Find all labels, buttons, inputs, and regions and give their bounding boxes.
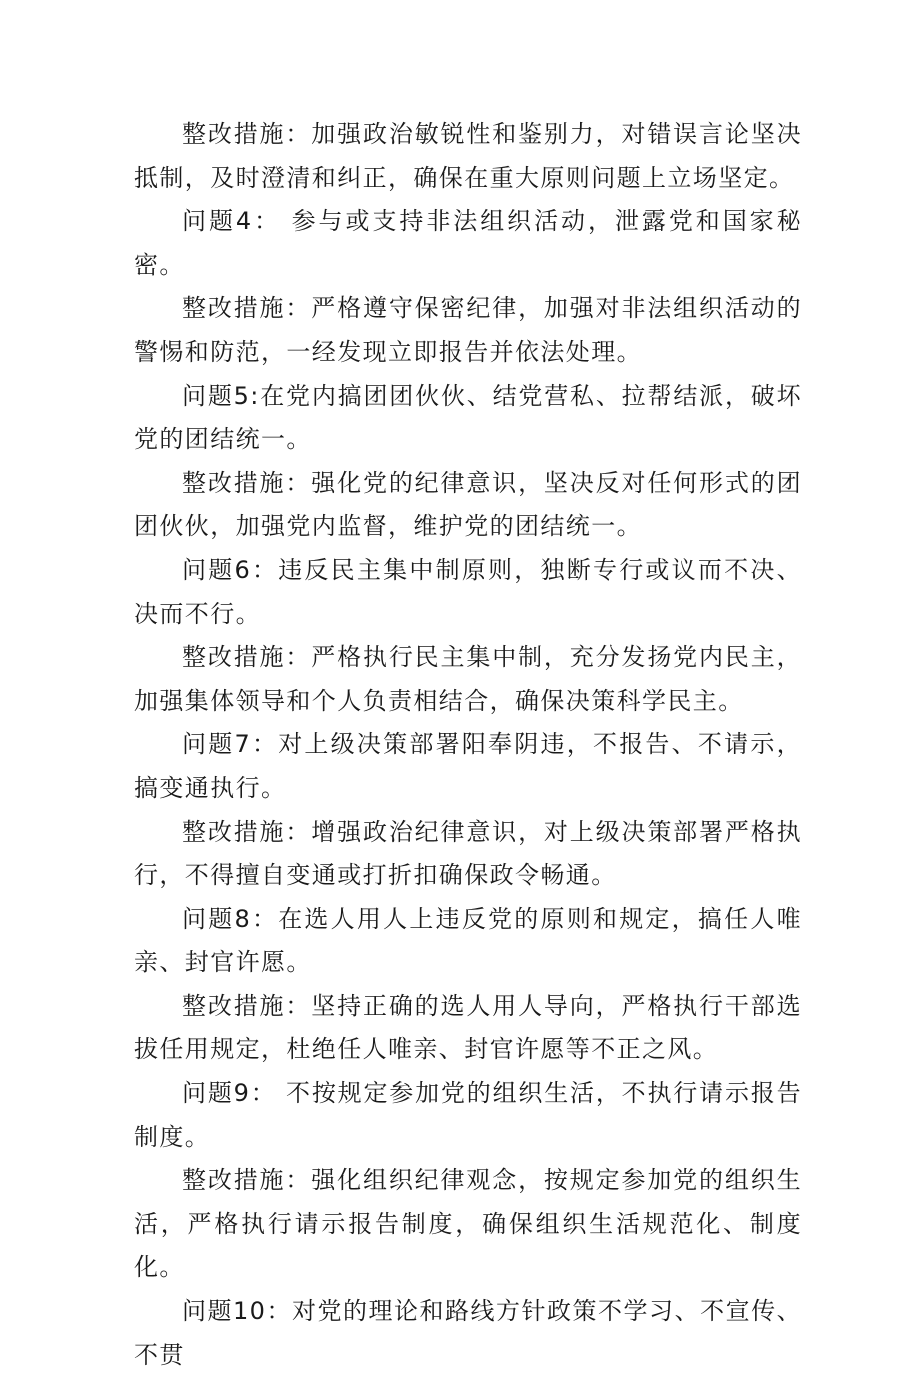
paragraph-measure-8: 整改措施：坚持正确的选人用人导向，严格执行干部选拔任用规定，杜绝任人唯亲、封官许愿等不正之风。: [134, 991, 802, 1064]
paragraph-issue-4: 问题4： 参与或支持非法组织活动，泄露党和国家秘密。: [134, 207, 802, 279]
paragraph-measure-5: 整改措施：强化党的纪律意识，坚决反对任何形式的团团伙伙，加强党内监督，维护党的团结统一。: [134, 468, 802, 541]
paragraph-issue-5: 问题5:在党内搞团团伙伙、结党营私、拉帮结派，破坏党的团结统一。: [134, 381, 802, 454]
paragraph-measure-7: 整改措施：增强政治纪律意识，对上级决策部署严格执行，不得擅自变通或打折扣确保政令畅通。: [134, 817, 802, 890]
paragraph-measure-1: 整改措施：加强政治敏锐性和鉴别力，对错误言论坚决抵制，及时澄清和纠正，确保在重大原则问题上立场坚定。: [134, 120, 802, 192]
paragraph-measure-9: 整改措施：强化组织纪律观念，按规定参加党的组织生活，严格执行请示报告制度，确保组织生活规范化、制度化。: [134, 1166, 802, 1282]
paragraph-issue-8: 问题8：在选人用人上违反党的原则和规定，搞任人唯亲、封官许愿。: [134, 904, 802, 977]
paragraph-issue-7: 问题7：对上级决策部署阳奉阴违，不报告、不请示，搞变通执行。: [134, 730, 802, 802]
document-body: [134, 113, 802, 1377]
paragraph-issue-10: 问题10：对党的理论和路线方针政策不学习、不宣传、不贯: [134, 1297, 802, 1369]
paragraph-measure-4: 整改措施：严格遵守保密纪律，加强对非法组织活动的警惕和防范，一经发现立即报告并依法处理。: [134, 294, 802, 366]
paragraph-issue-9: 问题9： 不按规定参加党的组织生活，不执行请示报告制度。: [134, 1079, 802, 1151]
paragraph-measure-6: 整改措施：严格执行民主集中制，充分发扬党内民主，加强集体领导和个人负责相结合，确保决策科学民主。: [134, 643, 802, 715]
paragraph-issue-6: 问题6：违反民主集中制原则，独断专行或议而不决、决而不行。: [134, 555, 802, 628]
